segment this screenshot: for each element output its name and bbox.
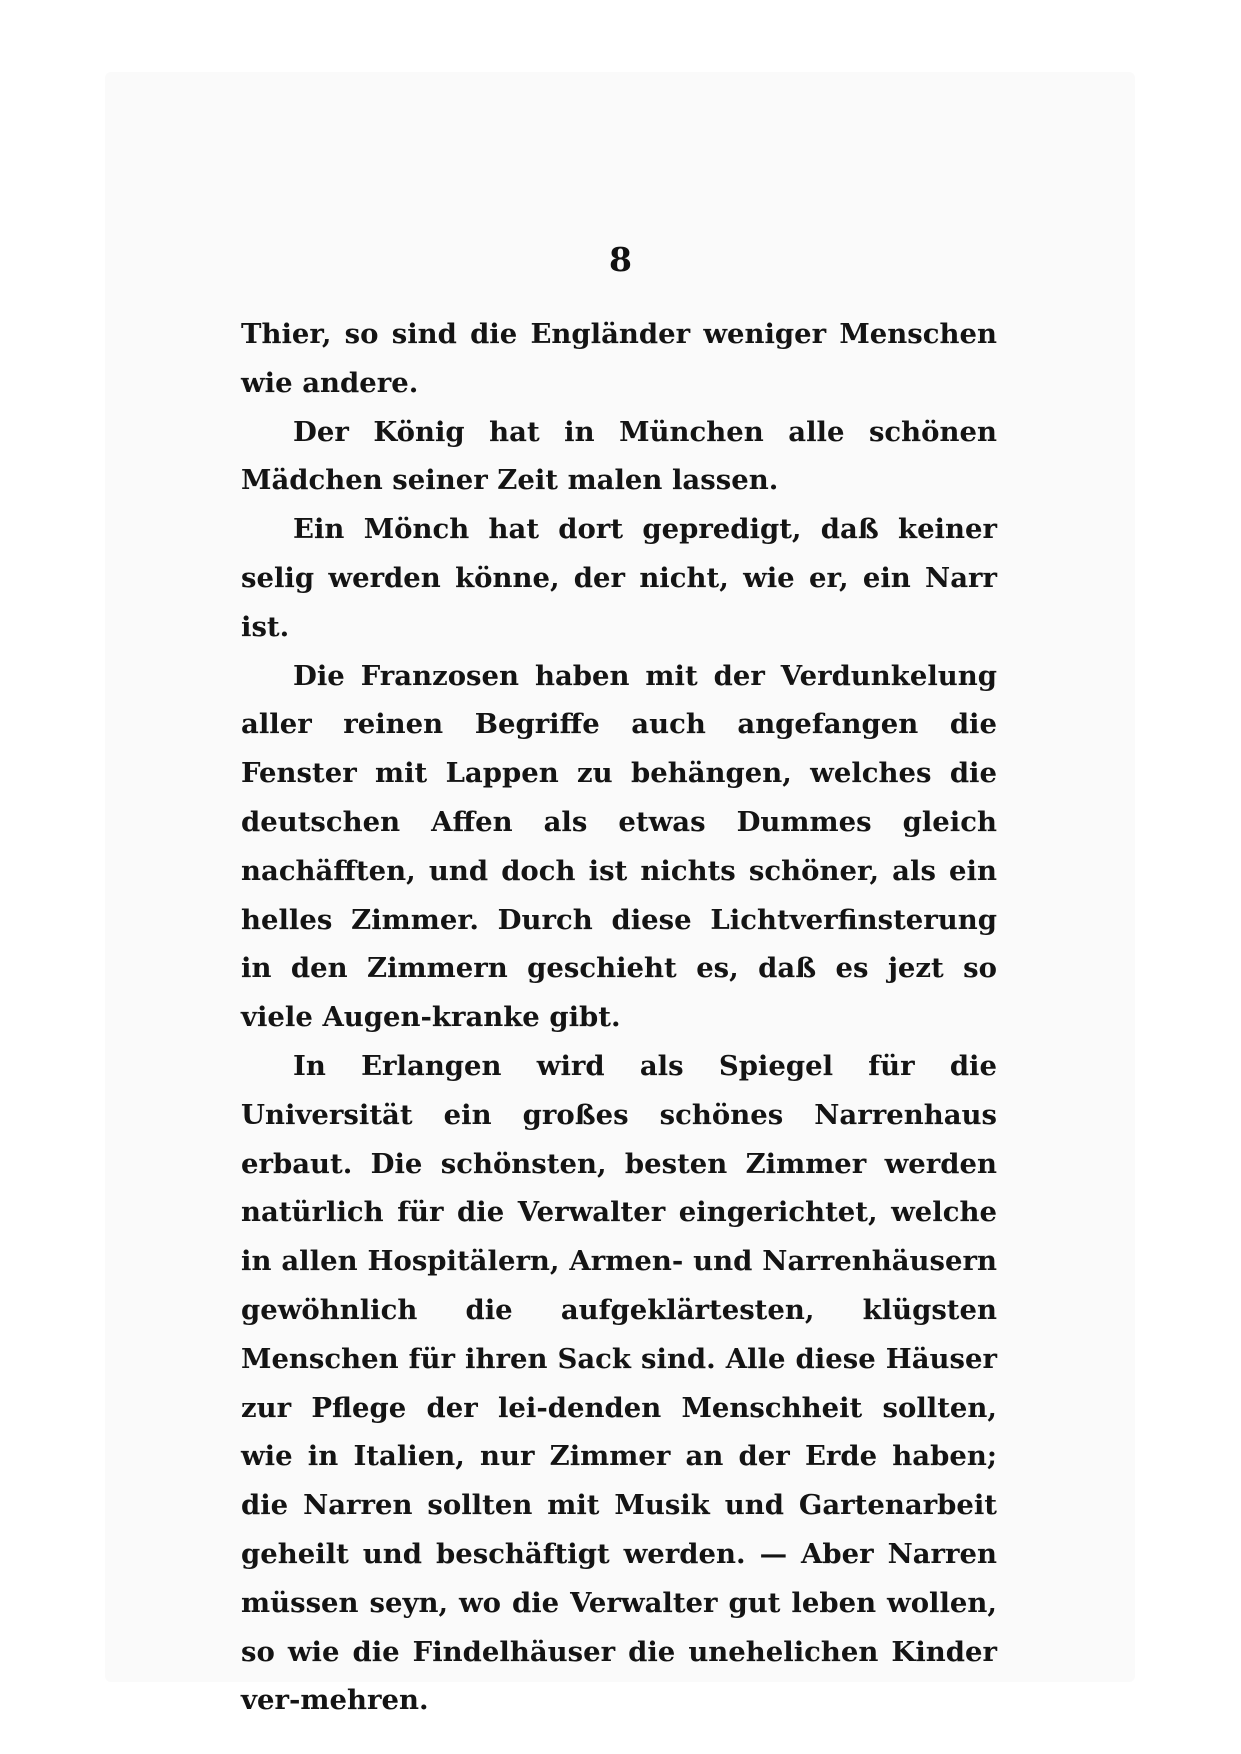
body-text xyxy=(241,310,997,1725)
paragraph-3: Ein Mönch hat dort gepredigt, daß keiner selig werden könne, der nicht, wie er, ein Narr ist. xyxy=(241,513,997,643)
paragraph-4: Die Franzosen haben mit der Verdunkelung aller reinen Begriffe auch angefangen die Fenster mit Lappen zu behängen, welches die deutschen Affen als etwas Dummes gleich nachäfften, und doch ist nichts schöner, als ein helles Zimmer. Durch diese Lichtverfinsterung in den Zimmern geschieht es, daß es jezt so viele Augen-kranke gibt. xyxy=(241,659,997,1034)
page-number: 8 xyxy=(609,240,632,279)
paragraph-2: Der König hat in München alle schönen Mädchen seiner Zeit malen lassen. xyxy=(241,415,997,497)
paragraph-5: In Erlangen wird als Spiegel für die Universität ein großes schönes Narrenhaus erbaut. Die schönsten, besten Zimmer werden natürlich für die Verwalter eingerichtet, welche in allen Hospitälern, Armen- und Narrenhäusern gewöhnlich die aufgeklärtesten, klügsten Menschen für ihren Sack sind. Alle diese Häuser zur Pflege der lei-denden Menschheit sollten, wie in Italien, nur Zimmer an der Erde haben; die Narren sollten mit Musik und Gartenarbeit geheilt und beschäftigt werden. — Aber Narren müssen seyn, wo die Verwalter gut leben wollen, so wie die Findelhäuser die unehelichen Kinder ver-mehren. xyxy=(241,1049,997,1717)
paragraph-1: Thier, so sind die Engländer weniger Menschen wie andere. xyxy=(241,318,997,399)
